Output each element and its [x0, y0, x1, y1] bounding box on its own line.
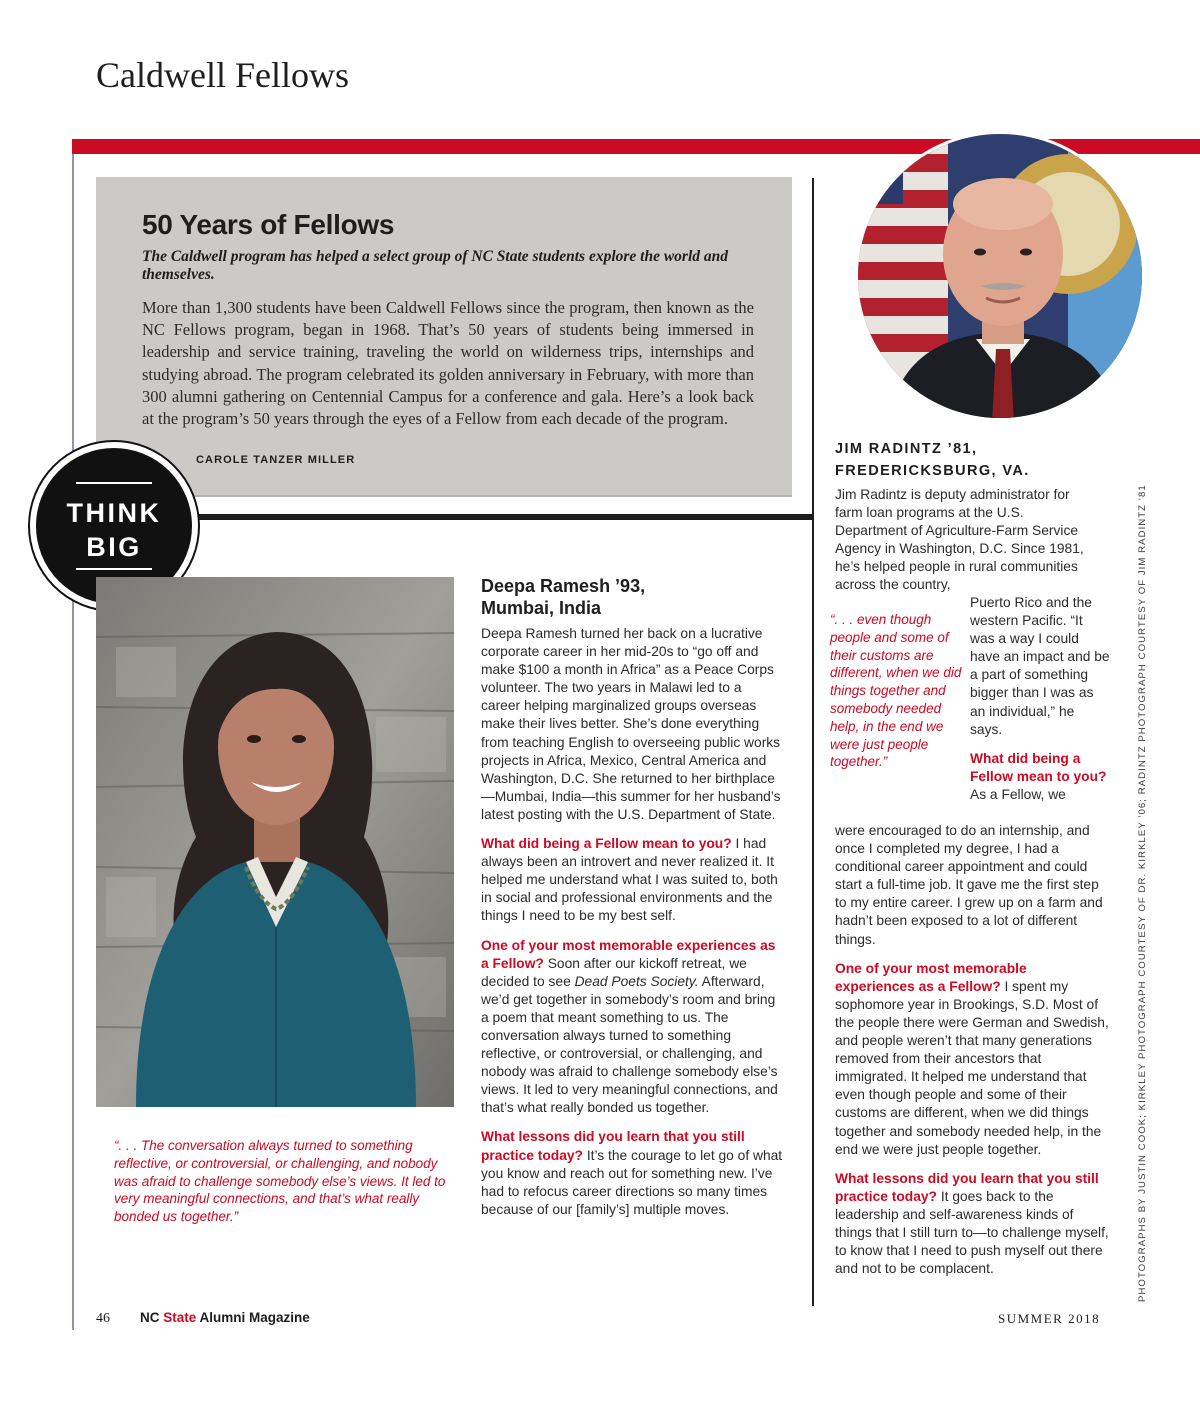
deepa-pull-quote: “. . . The conversation always turned to something reflective, or controversial, or challenging, and nobody was afraid to challenge somebody else’s views. It led to very meaningful connections, and that’s what really bonded us together.”: [114, 1138, 446, 1225]
intro-box: [96, 177, 792, 497]
deepa-bio: Deepa Ramesh turned her back on a lucrative corporate career in her mid-20s to “go off and make $100 a month in Africa” as a Peace Corps volunteer. The two years in Malawi led to a career helping marginalized groups overseas make their lives better. She’s done everything from teaching English to overseeing public works projects in Africa, Mexico, Central America and Washington, D.C. She returned to her birthplace—Mumbai, India—this summer for her husband’s latest posting with the U.S. Department of State.: [481, 626, 781, 822]
deepa-answer-2-pre: Soon after our kickoff retreat, we decided to see: [481, 955, 747, 989]
jim-name: JIM RADINTZ ’81,: [835, 441, 978, 457]
deepa-answer-1: I had always been an introvert and never realized it. It helped me understand what I was suited to, both in social and professional environments and the things I need to be my best self.: [481, 836, 778, 924]
jim-location: FREDERICKSBURG, VA.: [835, 463, 1030, 479]
jim-answer-1: were encouraged to do an internship, and once I completed my degree, I had a conditional career appointment and could start a full-time job. It gave me the first step to my entire career. I grew up on a farm and hadn’t been exposed to a lot of different things.: [835, 823, 1103, 947]
magazine-name-rest: Alumni Magazine: [196, 1310, 310, 1325]
jim-question-1: What did being a Fellow mean to you?: [970, 750, 1107, 784]
jim-question-2: One of your most memorable experiences as a Fellow?: [835, 960, 1027, 994]
page-number: 46: [96, 1311, 110, 1326]
deepa-location: Mumbai, India: [481, 598, 602, 618]
jim-profile-continued: [835, 822, 1110, 1278]
intro-byline: CAROLE TANZER MILLER: [196, 454, 356, 466]
deepa-qa-2: [481, 937, 783, 1118]
intro-title: 50 Years of Fellows: [142, 209, 395, 240]
deepa-answer-2-post: Afterward, we’d get together in somebody’s room and bring a poem that meant something to us. The conversation always turned to something reflective, or controversial, or challenging, and nobody was afraid to challenge somebody else’s views. It led to very meaningful connections, and that’s what really bonded us together.: [481, 973, 778, 1116]
intro-dek: The Caldwell program has helped a select group of NC State students explore the world and themselves.: [142, 248, 729, 283]
jim-answer-3: It goes back to the leadership and self-awareness kinds of things that I still turn to—to challenge myself, to know that I need to push myself out there and not to be complacent.: [835, 1188, 1109, 1277]
jim-answer-1-start: As a Fellow, we: [970, 786, 1066, 802]
deepa-answer-3: It’s the courage to let go of what you know and reach out for something new. I’ve had to refocus career directions so many times because of our [family’s] multiple moves.: [481, 1147, 783, 1217]
jim-qa-3: [835, 1170, 1110, 1279]
badge-line-1: THINK: [66, 498, 162, 528]
deepa-question-1: What did being a Fellow mean to you?: [481, 836, 732, 852]
deepa-question-3: What lessons did you learn that you still practice today?: [481, 1129, 745, 1163]
section-divider: [180, 514, 814, 520]
deepa-name: Deepa Ramesh ’93,: [481, 576, 646, 596]
badge-text: [36, 496, 192, 564]
column-divider: [812, 178, 814, 1306]
deepa-qa-3: [481, 1128, 783, 1218]
deepa-qa-1: [481, 835, 783, 925]
jim-pull-quote: “. . . even though people and some of their customs are different, when we did things together and somebody needed help, in the end we were just people together.”: [830, 612, 962, 770]
magazine-name-state: State: [163, 1310, 197, 1325]
left-margin-rule: [72, 154, 74, 1330]
jim-answer-2: I spent my sophomore year in Brookings, S.D. Most of the people there were German and Swedish, and people weren’t that many generations removed from their ancestors that immigrated. It helped me understand that even though people and some of their customs are different, when we did things together and somebody needed help, in the end we were just people together.: [835, 978, 1109, 1157]
deepa-question-2: One of your most memorable experiences as a Fellow?: [481, 937, 776, 971]
jim-portrait-photo: [855, 131, 1145, 421]
jim-qa-1-start: [970, 750, 1110, 804]
intro-body: More than 1,300 students have been Caldwell Fellows since the program, then known as the NC Fellows program, began in 1968. That’s 50 years of students being immersed in leadership and service training, traveling the world on wilderness trips, internships and studying abroad. The program celebrated its golden anniversary in February, with more than 300 alumni gathering on Centennial Campus for a conference and gala. Here’s a look back at the program’s 50 years through the eyes of a Fellow from each decade of the program.: [142, 298, 754, 429]
jim-heading: [835, 438, 1030, 482]
jim-qa-2: [835, 960, 1110, 1159]
deepa-portrait-photo: [96, 577, 454, 1107]
photo-credit: PHOTOGRAPHS BY JUSTIN COOK; KIRKLEY PHOTOGRAPH COURTESY OF DR. KIRKLEY ’06; RADINTZ PHOTOGRAPH COURTESY OF JIM RADINTZ ’81: [1137, 484, 1148, 1302]
badge-rule-bottom: [76, 568, 152, 570]
deepa-profile: [481, 575, 783, 1219]
deepa-answer-2-film: Dead Poets Society.: [574, 973, 699, 989]
jim-bio-wide: Jim Radintz is deputy administrator for farm loan programs at the U.S. Department of Agriculture-Farm Service Agency in Washington, D.C. Since 1981, he’s helped people in rural communities across the country,: [835, 487, 1084, 593]
badge-line-2: BIG: [86, 532, 142, 562]
issue-season: SUMMER 2018: [998, 1311, 1101, 1326]
jim-question-3: What lessons did you learn that you still practice today?: [835, 1170, 1099, 1204]
magazine-name: [140, 1310, 310, 1325]
magazine-name-nc: NC: [140, 1310, 164, 1325]
jim-bio-narrow: Puerto Rico and the western Pacific. “It was a way I could have an impact and be a part of something bigger than I was as an individual,” he says.: [970, 595, 1110, 737]
section-title: Caldwell Fellows: [96, 55, 349, 95]
jim-narrow-column: [970, 594, 1110, 804]
badge-rule-top: [76, 482, 152, 484]
